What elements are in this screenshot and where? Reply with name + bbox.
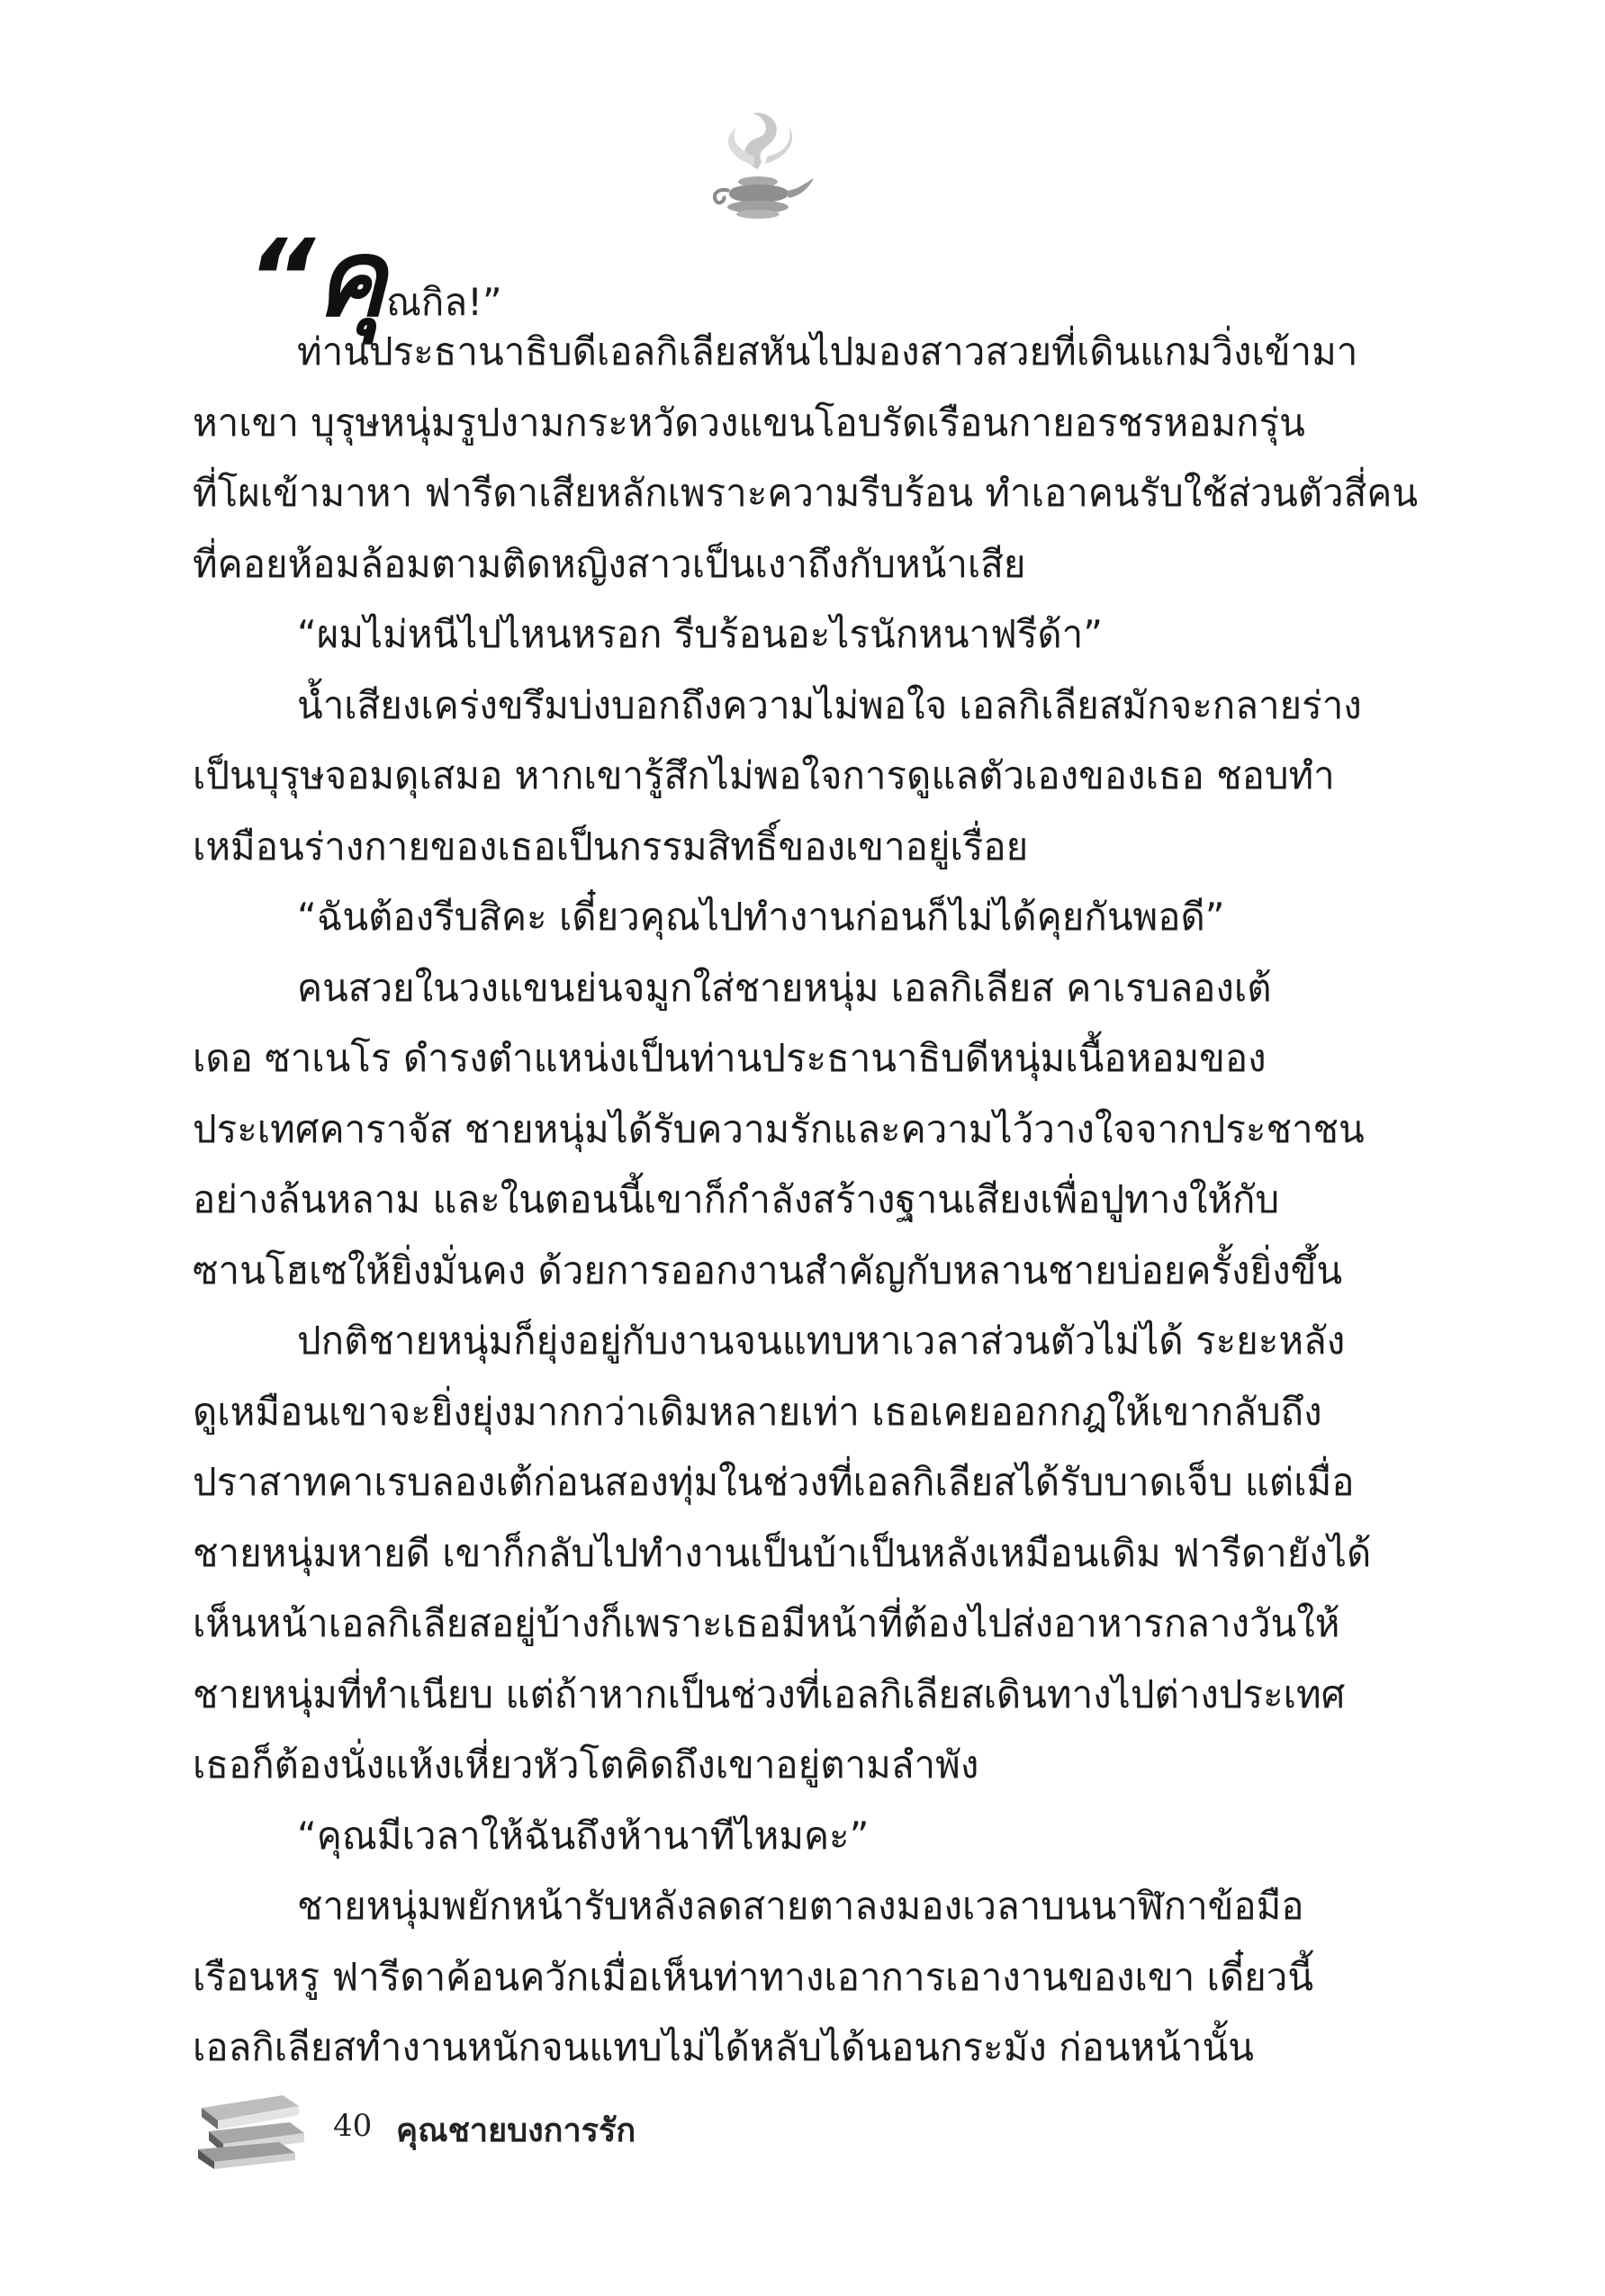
- text-line: “ฉันต้องรีบสิคะ เดี๋ยวคุณไปทำงานก่อนก็ไม่ได้คุยกันพอดี”: [297, 895, 1225, 939]
- text-line: เหมือนร่างกายของเธอเป็นกรรมสิทธิ์ของเขาอยู่เรื่อย: [193, 824, 1029, 869]
- text-line: ซานโฮเซให้ยิ่งมั่นคง ด้วยการออกงานสำคัญกับหลานชายบ่อยครั้งยิ่งขึ้น: [193, 1247, 1343, 1292]
- text-line: ที่โผเข้ามาหา ฟารีดาเสียหลักเพราะความรีบร้อน ทำเอาคนรับใช้ส่วนตัวสี่คน: [193, 471, 1419, 515]
- text-line: เห็นหน้าเอลกิเลียสอยู่บ้างก็เพราะเธอมีหน้าที่ต้องไปส่งอาหารกลางวันให้: [193, 1601, 1340, 1645]
- text-line: ชายหนุ่มพยักหน้ารับหลังลดสายตาลงมองเวลาบนนาฬิกาข้อมือ: [297, 1884, 1304, 1928]
- text-line: ที่คอยห้อมล้อมตามติดหญิงสาวเป็นเงาถึงกับหน้าเสีย: [193, 541, 1026, 586]
- text-line: ปราสาทคาเรบลองเต้ก่อนสองทุ่มในช่วงที่เอลกิเลียสได้รับบาดเจ็บ แต่เมื่อ: [193, 1460, 1355, 1504]
- text-line: “ผมไม่หนีไปไหนหรอก รีบร้อนอะไรนักหนาฟรีด้า”: [297, 612, 1104, 656]
- text-line: ปกติชายหนุ่มก็ยุ่งอยู่กับงานจนแทบหาเวลาส่วนตัวไม่ได้ ระยะหลัง: [297, 1319, 1346, 1363]
- text-line: เป็นบุรุษจอมดุเสมอ หากเขารู้สึกไม่พอใจการดูแลตัวเองของเธอ ชอบทำ: [193, 753, 1335, 797]
- text-line: ประเทศคาราจัส ชายหนุ่มได้รับความรักและความไว้วางใจจากประชาชน: [193, 1106, 1365, 1151]
- book-stack-icon: [193, 2086, 310, 2172]
- dropcap-paragraph-start: [247, 216, 502, 340]
- running-book-title: คุณชายบงการรัก: [396, 2112, 636, 2149]
- text-line: เรือนหรู ฟารีดาค้อนควักเมื่อเห็นท่าทางเอาการเอางานของเขา เดี๋ยวนี้: [193, 1954, 1314, 1999]
- text-line: เอลกิเลียสทำงานหนักจนแทบไม่ได้หลับได้นอนกระมัง ก่อนหน้านั้น: [193, 2025, 1254, 2069]
- text-line: หาเขา บุรุษหนุ่มรูปงามกระหวัดวงแขนโอบรัดเรือนกายอรชรหอมกรุ่น: [193, 400, 1305, 445]
- text-line: เดอ ซาเนโร ดำรงตำแหน่งเป็นท่านประธานาธิบดีหนุ่มเนื้อหอมของ: [193, 1036, 1267, 1080]
- text-line: ชายหนุ่มหายดี เขาก็กลับไปทำงานเป็นบ้าเป็นหลังเหมือนเดิม ฟารีดายังได้: [193, 1530, 1372, 1575]
- text-line: คนสวยในวงแขนย่นจมูกใส่ชายหนุ่ม เอลกิเลียส คาเรบลองเต้: [297, 965, 1272, 1010]
- dropcap-letter: “คุ: [247, 216, 386, 340]
- text-line: “คุณมีเวลาให้ฉันถึงห้านาทีไหมคะ”: [297, 1813, 870, 1858]
- dropcap-rest: ณกิล!”: [385, 280, 502, 324]
- text-line: เธอก็ต้องนั่งแห้งเหี่ยวหัวโตคิดถึงเขาอยู่ตามลำพัง: [193, 1742, 979, 1787]
- text-line: ชายหนุ่มที่ทำเนียบ แต่ถ้าหากเป็นช่วงที่เอลกิเลียสเดินทางไปต่างประเทศ: [193, 1671, 1346, 1716]
- text-line: ท่านประธานาธิบดีเอลกิเลียสหันไปมองสาวสวยที่เดินแกมวิ่งเข้ามา: [297, 329, 1358, 374]
- page-number: 40: [333, 2108, 373, 2144]
- text-line: น้ำเสียงเคร่งขรึมบ่งบอกถึงความไม่พอใจ เอลกิเลียสมักจะกลายร่าง: [297, 682, 1362, 727]
- text-line: อย่างล้นหลาม และในตอนนี้เขาก็กำลังสร้างฐานเสียงเพื่อปูทางให้กับ: [193, 1177, 1280, 1221]
- text-line: ดูเหมือนเขาจะยิ่งยุ่งมากกว่าเดิมหลายเท่า เธอเคยออกกฎให้เขากลับถึง: [193, 1389, 1322, 1434]
- magic-lamp-icon: [702, 106, 819, 232]
